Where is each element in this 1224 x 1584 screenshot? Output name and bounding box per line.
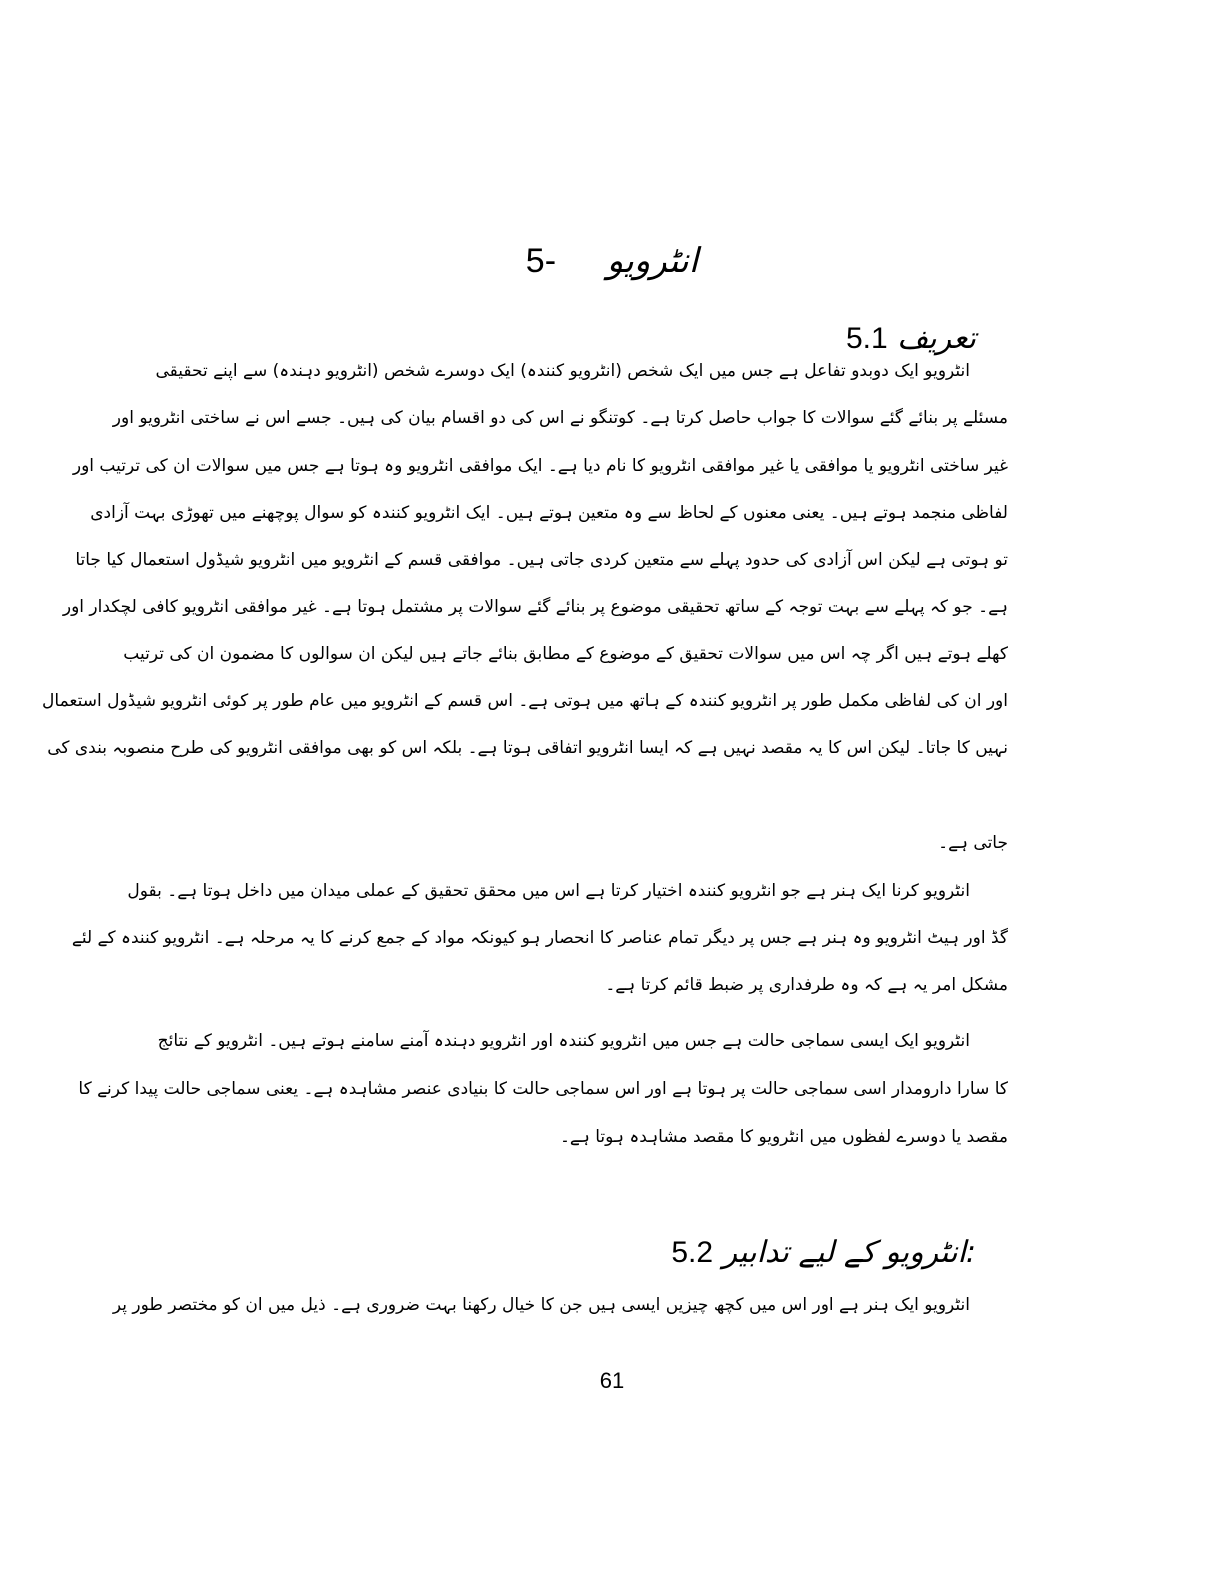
section-heading-interview-techniques — [671, 1232, 1002, 1274]
chapter-number: 5- — [525, 242, 557, 280]
paragraph-line: گڈ اور ہیٹ انٹرویو وہ ہنر ہے جس پر دیگر تمام عناصر کا انحصار ہو کیونکہ مواد کے جمع کرنے کا یہ مرحلہ ہے۔ انٹرویو کنندہ کے لئے — [71, 928, 1008, 948]
chapter-title — [0, 238, 1224, 284]
paragraph-line: اور ان کی لفاظی مکمل طور پر انٹرویو کنندہ کے ہاتھ میں ہوتی ہے۔ اس قسم کے انٹرویو میں عام طور پر کوئی انٹرویو شیڈول استعمال — [42, 691, 1008, 711]
paragraph-line: انٹرویو کرنا ایک ہنر ہے جو انٹرویو کنندہ اختیار کرتا ہے اس میں محقق تحقیق کے عملی میدان میں داخل ہوتا ہے۔ بقول — [127, 881, 970, 901]
paragraph-line: مسئلے پر بنائے گئے سوالات کا جواب حاصل کرتا ہے۔ کوتنگو نے اس کی دو اقسام بیان کی ہیں۔ جسے اس نے ساختی انٹرویو اور — [112, 408, 1008, 428]
chapter-name: انٹرویو — [606, 241, 699, 281]
paragraph-line: انٹرویو ایک ہنر ہے اور اس میں کچھ چیزیں ایسی ہیں جن کا خیال رکھنا بہت ضروری ہے۔ ذیل میں ان کو مختصر طور پر — [112, 1295, 970, 1315]
paragraph-line: نہیں کا جاتا۔ لیکن اس کا یہ مقصد نہیں ہے کہ ایسا انٹرویو اتفاقی ہوتا ہے۔ بلکہ اس کو بھی موافقی انٹرویو کی طرح منصوبہ بندی کی — [47, 738, 1008, 758]
paragraph-line: مقصد یا دوسرے لفظوں میں انٹرویو کا مقصد مشاہدہ ہوتا ہے۔ — [559, 1127, 1008, 1147]
paragraph-line: مشکل امر یہ ہے کہ وہ طرفداری پر ضبط قائم کرتا ہے۔ — [605, 975, 1008, 995]
paragraph-line: لفاظی منجمد ہوتے ہیں۔ یعنی معنوں کے لحاظ سے وہ متعین ہوتے ہیں۔ ایک انٹرویو کنندہ کو سوال پوچھنے میں تھوڑی بہت آزادی — [90, 503, 1008, 523]
paragraph-line: انٹرویو ایک دوبدو تفاعل ہے جس میں ایک شخص (انٹرویو کنندہ) ایک دوسرے شخص (انٹرویو دہندہ) سے اپنے تحقیقی — [155, 361, 970, 381]
paragraph-line: کھلے ہوتے ہیں اگر چہ اس میں سوالات تحقیق کے موضوع کے مطابق بنائے جاتے ہیں لیکن ان سوالوں کا مضمون ان کی ترتیب — [123, 644, 1008, 664]
paragraph-line: کا سارا دارومدار اسی سماجی حالت پر ہوتا ہے اور اس سماجی حالت کا بنیادی عنصر مشاہدہ ہے۔ یعنی سماجی حالت پیدا کرنے کا — [78, 1079, 1008, 1099]
paragraph-line: جاتی ہے۔ — [938, 833, 1008, 853]
paragraph-line: ہے۔ جو کہ پہلے سے بہت توجہ کے ساتھ تحقیقی موضوع پر بنائے گئے سوالات پر مشتمل ہوتا ہے۔ غیر موافقی انٹرویو کافی لچکدار اور — [62, 597, 1008, 617]
section-heading-definition — [846, 318, 1002, 360]
paragraph-line: انٹرویو ایک ایسی سماجی حالت ہے جس میں انٹرویو کنندہ اور انٹرویو دہندہ آمنے سامنے ہوتے ہیں۔ انٹرویو کے نتائج — [157, 1031, 970, 1051]
section-number: 5.2 — [671, 1236, 714, 1269]
paragraph-line: غیر ساختی انٹرویو یا موافقی یا غیر موافقی انٹرویو کا نام دیا ہے۔ ایک موافقی انٹرویو وہ ہوتا ہے جس میں سوالات ان کی ترتیب اور — [72, 456, 1008, 476]
paragraph-line: تو ہوتی ہے لیکن اس آزادی کی حدود پہلے سے متعین کردی جاتی ہیں۔ موافقی قسم کے انٹرویو میں انٹرویو شیڈول استعمال کیا جاتا — [75, 550, 1008, 570]
section-title: تعریف — [897, 321, 976, 356]
section-title: انٹرویو کے لیے تدابیر: — [722, 1235, 976, 1270]
section-number: 5.1 — [845, 322, 888, 355]
page-number: 61 — [599, 1368, 625, 1393]
